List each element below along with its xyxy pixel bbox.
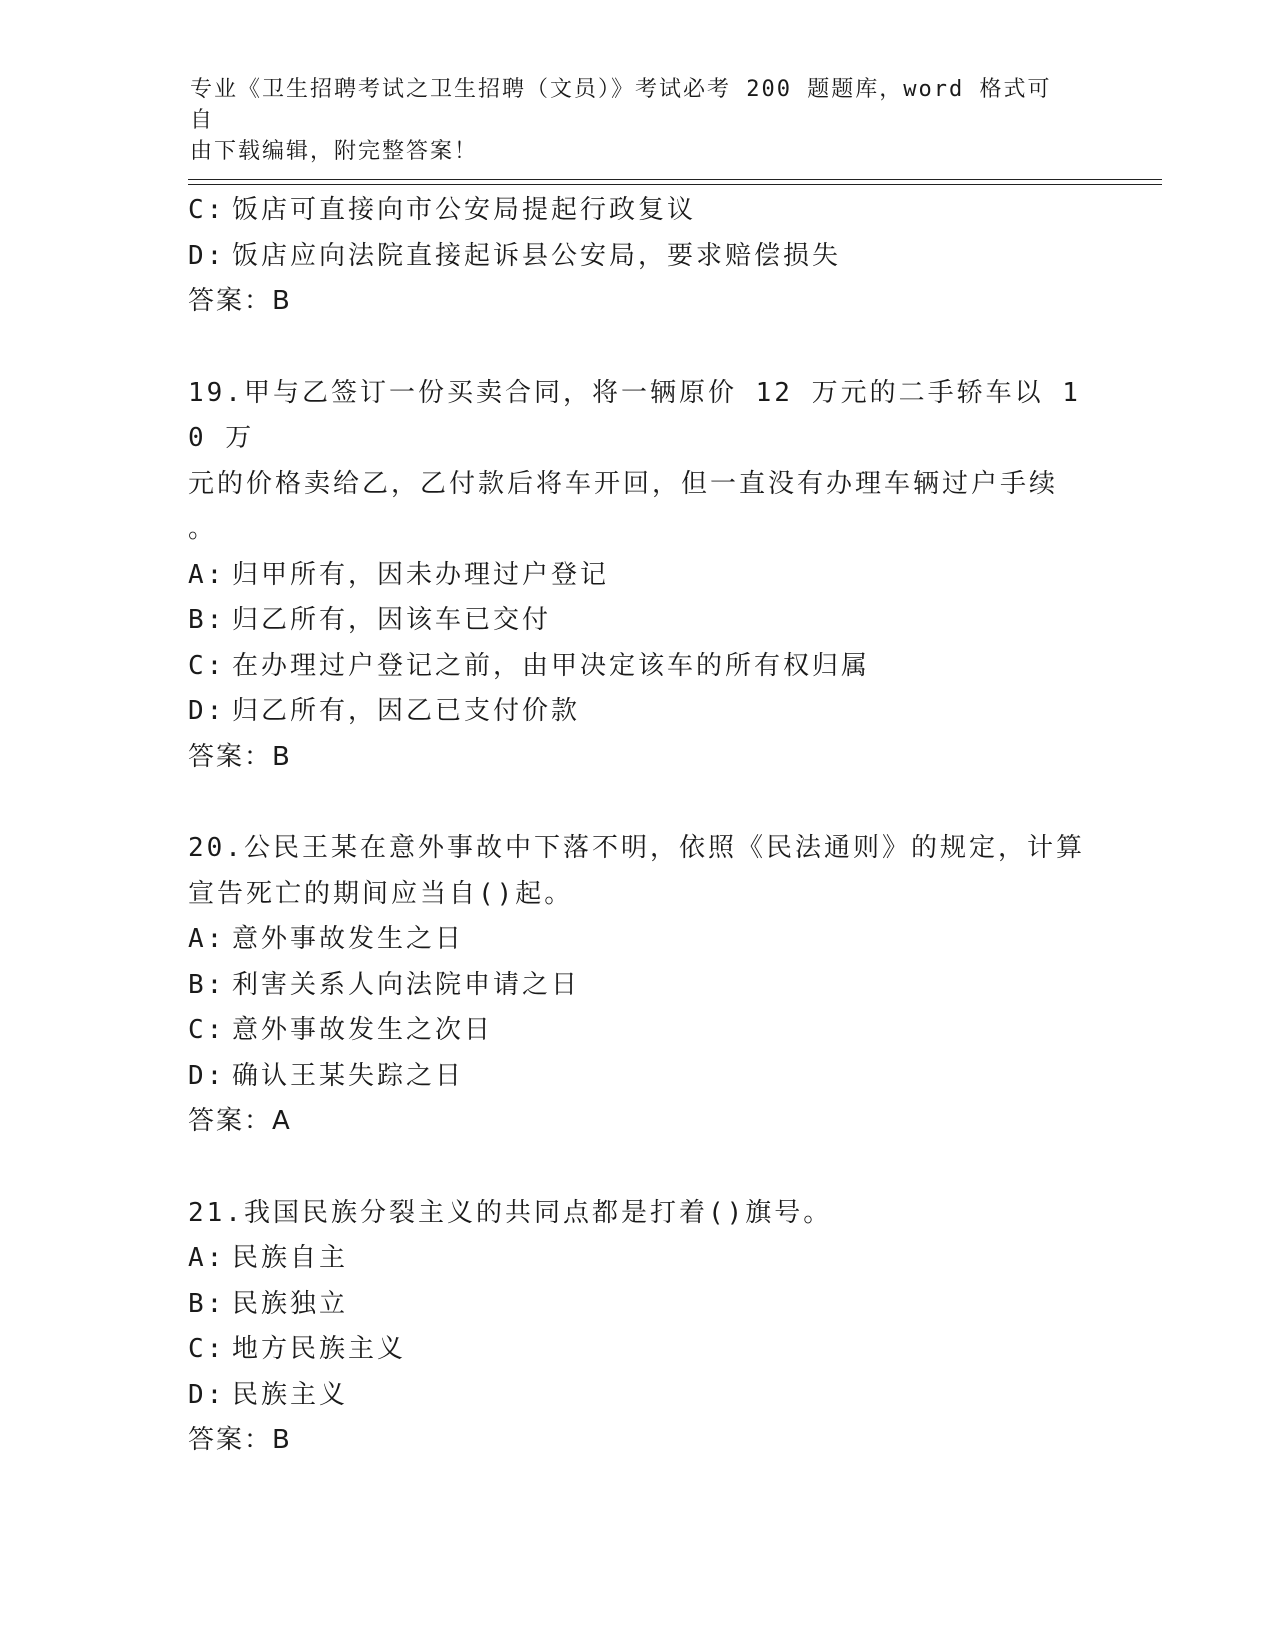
option-d: D: 归乙所有，因乙已支付价款 xyxy=(188,696,581,726)
option-d: D: 民族主义 xyxy=(188,1379,349,1410)
option-c: C: 意外事故发生之次日 xyxy=(188,1015,494,1045)
option-a: A: 民族自主 xyxy=(188,1243,349,1273)
option-d: D: 饭店应向法院直接起诉县公安局，要求赔偿损失 xyxy=(188,240,842,271)
option-b: B: 归乙所有，因该车已交付 xyxy=(188,605,552,635)
question-stem-line: 元的价格卖给乙，乙付款后将车开回，但一直没有办理车辆过户手续 xyxy=(188,468,1059,499)
question-list xyxy=(188,188,1088,1464)
header-line-1: 专业《卫生招聘考试之卫生招聘（文员）》考试必考 200 题题库，word 格式可自 xyxy=(190,77,1052,133)
header-rule-top xyxy=(188,179,1162,180)
answer-line: 答案：B xyxy=(188,1425,292,1455)
option-c: C: 饭店可直接向市公安局提起行政复议 xyxy=(188,195,697,225)
question-stem-line: 19.甲与乙签订一份买卖合同，将一辆原价 12 万元的二手轿车以 10 万 xyxy=(188,377,1081,453)
header-line-2: 由下载编辑，附完整答案！ xyxy=(190,139,479,164)
option-a: A: 归甲所有，因未办理过户登记 xyxy=(188,559,610,590)
option-d: D: 确认王某失踪之日 xyxy=(188,1060,465,1091)
question-stem-line: 宣告死亡的期间应当自()起。 xyxy=(188,878,574,909)
question-stem-line: 20.公民王某在意外事故中下落不明，依照《民法通则》的规定，计算 xyxy=(188,833,1085,863)
option-c: C: 在办理过户登记之前，由甲决定该车的所有权归属 xyxy=(188,650,871,681)
question-19 xyxy=(188,371,1088,781)
option-b: B: 利害关系人向法院申请之日 xyxy=(188,969,581,1000)
question-20 xyxy=(188,826,1088,1145)
answer-line: 答案：B xyxy=(188,741,292,772)
option-c: C: 地方民族主义 xyxy=(188,1334,407,1364)
option-a: A: 意外事故发生之日 xyxy=(188,924,465,954)
question-21 xyxy=(188,1191,1088,1464)
document-header xyxy=(190,74,1070,167)
answer-line: 答案：B xyxy=(188,286,292,316)
question-stem-line: 21.我国民族分裂主义的共同点都是打着()旗号。 xyxy=(188,1197,833,1228)
answer-line: 答案：A xyxy=(188,1106,292,1136)
option-b: B: 民族独立 xyxy=(188,1288,349,1319)
prev-question-block xyxy=(188,188,1088,325)
question-stem-line: 。 xyxy=(188,514,218,544)
header-rule-bottom xyxy=(188,184,1162,185)
